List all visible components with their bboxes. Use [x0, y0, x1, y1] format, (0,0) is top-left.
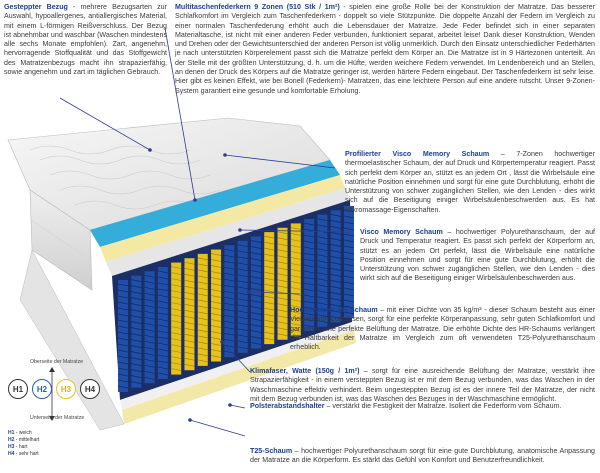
- klima-block: [250, 367, 595, 404]
- hardness-h2: H2: [32, 379, 52, 399]
- polster-block: [250, 402, 595, 411]
- key-h3: H3 - hart: [8, 444, 28, 450]
- key-h1: H1 - weich: [8, 430, 32, 436]
- t25-text: – hochwertiger Polyurethanschaum sorgt für eine gute Durchblutung, anatomische Anpassung der Matratze an die Körperform. Es stärkt das Gefühl von Komfort und Benutzerfreundlichkeit.: [250, 447, 595, 465]
- bottom-side-label: Unterseite der Matratze: [30, 415, 85, 421]
- top-side-label: Oberseite der Matratze: [30, 359, 84, 365]
- hr-block: [290, 306, 595, 352]
- profiliert-title: Profilierter Visco Memory Schaum: [345, 150, 490, 158]
- visco-block: [360, 228, 595, 284]
- hardness-legend: [2, 357, 112, 473]
- hardness-h1: H1: [8, 379, 28, 399]
- visco-text: – hochwertiger Polyurethanschaum, der auf Druck und Temperatur reagiert. Es passt sich perfekt der Körperform an, stützt es an jedem Ort perfekt, lässt die Wirbelsäule eine natürliche Position einnehmen und sorgt für eine gute Durchblutung, erhöht die Unterstützung von schwer zugänglichen Stellen, wie den Lenden - dies wirkt sich auf die Beseitigung einiger Wirbelsäulenbeschwerden aus.: [360, 228, 595, 283]
- profiliert-text: – 7-Zonen hochwertiger thermoelastischer Schaum, der auf Druck und Körpertemperatur reagiert. Passt sich perfekt dem Körper an, stützt es an jedem Ort , lässt die Wirbelsäule eine natürliche Position einnehmen und sorgt für eine gute Durchblutung, erhöht die Unterstützung von schwer zugänglichen Stellen, wie den Lenden - dies wirkt sich auf die Beseitigung einiger Wirbelsäulenbeschwerden aus. Es hat Mikromassage-Eigenschaften.: [345, 150, 595, 214]
- hardness-h3: H3: [56, 379, 76, 399]
- visco-title: Visco Memory Schaum: [360, 228, 443, 236]
- hr-text: – mit einer Dichte von 35 kg/m³ - dieser Schaum besteht aus einer Vielzahl von Luftblasen, sorgt für eine perfekte Körperanpassung, sehr guten Schlafkomfort und garantiert eine perfekte Belüftung der Matratze. Die erhöhte Dichte des HR-Schaums verlängert die Haltbarkeit der Matratze im Vergleich zum oft verwendeten T25-Polyurethanschaum erheblich.: [290, 306, 595, 352]
- hardness-h4: H4: [80, 379, 100, 399]
- bezug-text: - mehrere Bezugsarten zur Auswahl, hypoallergenes, antiallergisches Material, mit einem L-förmigen Reißverschluss. Der Bezug ist abnehmbar und waschbar (Waschen mindestens alle sechs Monate empfohlen). Zart, angenehm, hervorragende Stoffqualität und das Stoffgewicht des Matratzenbezugs macht ihn strapazierfähig, sowie angenehm und zart im täglichen Gebrauch.: [4, 3, 167, 77]
- t25-block: [250, 447, 595, 466]
- federkern-text: - spielen eine große Rolle bei der Konstruktion der Matratze. Das besserer Schlafkomfort im Vergleich zum Taschenfederkern - doppelt so viele Stützpunkte. Die doppelte Anzahl der Federn im Vergleich zu einer normalen Taschenfederung erhöht auch die Lebensdauer der Matratze. Jede Feder befindet sich in einer separaten Materialtasche, ist nicht mit einer anderen Feder verbunden, funktioniert separat, arbeitet leise! Dank dieser Konstruktion, Wenden und Drehen oder der Gewichtsunterschied der anderen Person ist völlig unmerklich. Durch den Einsatz unterschiedlicher Federhärten je nach unterstützten Körperelement passt sich die Matratze perfekt dem Körper an. Die Matratze ist in 9 Härtezonen unterteilt. An der Stelle mit der größten Unterstützung, d. h. um die Hüfte, werden weichere Federn verwendet. Im Lendenbereich und an Stellen, an denen der Druck des Körpers auf die Matratze geringer ist, werden härtere Federn eingebaut. Der Taschenfederkern ist sehr leise. Hier gibt es keinen Effekt, wie bei Bonell (Federkern)- Matratzen, das eine leichtere Person auf eine andere rutscht. Unser 9-Zonen-System garantiert eine gesunde und komfortable Erholung.: [175, 3, 595, 95]
- klima-title: Klimafaser, Watte (150g / 1m²): [250, 367, 360, 375]
- t25-title: T25-Schaum: [250, 447, 293, 455]
- key-h2: H2 - mittelhart: [8, 437, 40, 443]
- bezug-title: Gesteppter Bezug: [4, 3, 68, 11]
- federkern-title: Multitaschenfederkern 9 Zonen (510 Stk / 1m²): [175, 3, 340, 11]
- federkern-block: [175, 3, 595, 96]
- polster-title: Polsterabstandshalter: [250, 402, 325, 410]
- klima-text: – sorgt für eine ausreichende Belüftung der Matratze, verstärkt ihre Strapazierfähigkeit - in einem versteppten Bezug ist er mit dem Bezug verbunden, was das Waschen in der Waschmaschine effektiv verhindert. Beim ungesteppten Bezug ist es der innere Teil der Matratze, der nicht mit dem Bezug verbunden ist, was das Waschen des Bezuges in der Waschmaschine ermöglicht.: [250, 367, 595, 403]
- profiliert-block: [345, 150, 595, 215]
- polster-text: – verstärkt die Festigkeit der Matratze. Isoliert die Federform vom Schaum.: [324, 402, 562, 410]
- key-h4: H4 - sehr hart: [8, 451, 39, 457]
- hr-title: Hochflexibler HR-Schaum: [290, 306, 378, 314]
- bezug-block: [4, 3, 167, 77]
